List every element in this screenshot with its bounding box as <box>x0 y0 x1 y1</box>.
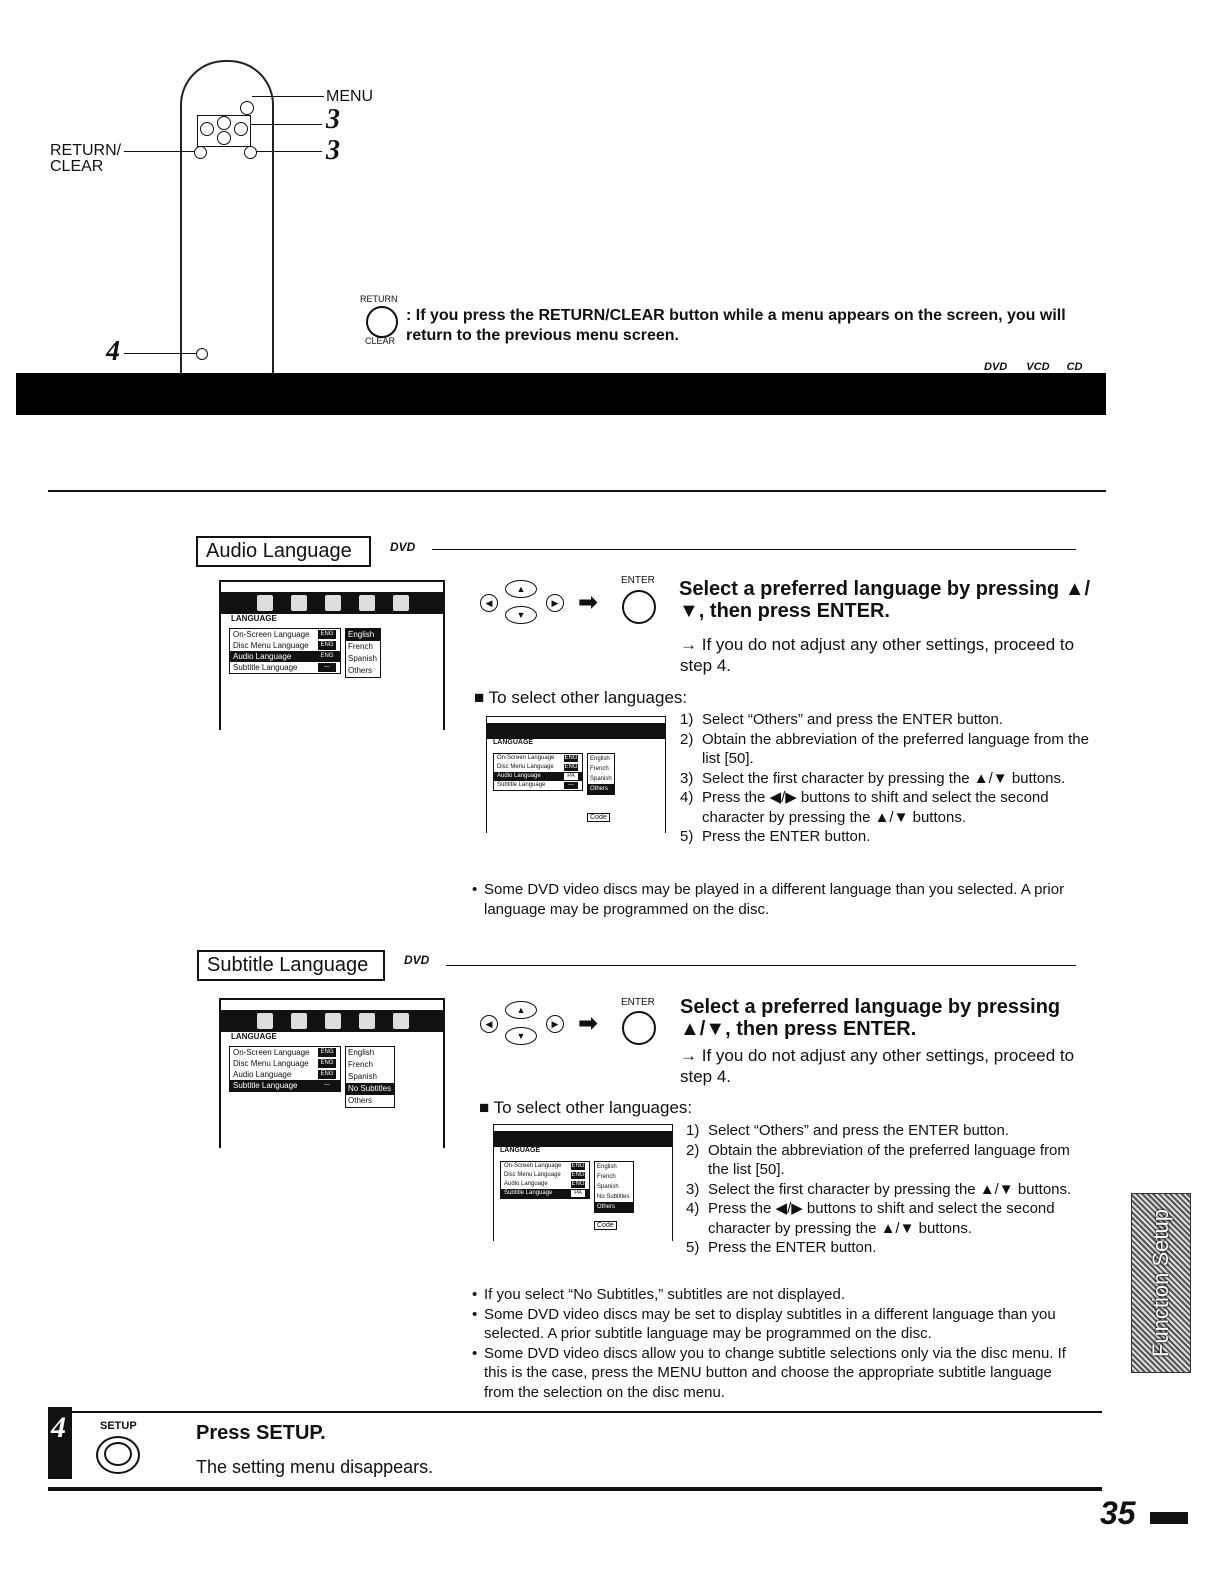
osd-picture-tab-icon <box>291 1013 307 1029</box>
osd-audio-tab-icon <box>325 595 341 611</box>
osd-option: Others <box>588 784 614 794</box>
list-item: 4) Press the ◀/▶ buttons to shift and select the second character by pressing the ▲/▼ buttons. <box>680 789 1049 826</box>
osd-row: Disc Menu Language ENG <box>504 1172 585 1178</box>
note-icon-bottom-label: CLEAR <box>365 336 396 346</box>
setup-icon-label: SETUP <box>100 1420 137 1432</box>
audio-osd-small <box>486 716 666 833</box>
audio-language-title: Audio Language <box>196 536 371 567</box>
remote-menu-button <box>240 101 254 115</box>
dvd-logo: DVD <box>984 361 1008 373</box>
note-icon-top-label: RETURN <box>360 294 398 304</box>
subtitle-steps-list <box>686 1121 1086 1258</box>
osd-row-selected: Audio Language PA <box>494 772 582 781</box>
osd-row: On-Screen Language ENG <box>230 629 340 640</box>
up-arrow-icon: ▲ <box>505 1001 537 1019</box>
list-item: • Some DVD video discs may be set to display subtitles in a different language than you selected. A prior subtitle language may be programmed on the disc. <box>472 1305 1082 1344</box>
osd-language-tab-icon <box>257 595 273 611</box>
page-number-bar <box>1150 1512 1188 1524</box>
audio-dvd-logo: DVD <box>390 540 416 554</box>
menu-label: MENU <box>326 88 374 105</box>
left-arrow-icon: ◀ <box>480 1015 498 1033</box>
remote-control-illustration <box>180 60 274 382</box>
subtitle-title-rule <box>446 965 1076 966</box>
osd-row-selected: Subtitle Language --- <box>230 1080 340 1091</box>
osd-option: Spanish <box>590 776 612 782</box>
osd-audio-tab-icon <box>325 1013 341 1029</box>
osd-tab-bar <box>494 1131 672 1147</box>
page-number: 35 <box>1100 1495 1136 1531</box>
osd-option: English <box>597 1164 617 1170</box>
step4-bottom-rule <box>48 1487 1102 1491</box>
osd-option: Spanish <box>597 1184 619 1190</box>
section-divider <box>48 490 1106 492</box>
step4-label: 4 <box>106 336 120 367</box>
osd-row-selected: Subtitle Language PA <box>501 1189 589 1198</box>
audio-enter-label: ENTER <box>621 575 655 586</box>
enter-button-icon <box>622 590 656 624</box>
osd-menu-title: LANGUAGE <box>231 614 277 623</box>
subtitle-notes <box>472 1285 1082 1402</box>
osd-option: Others <box>595 1202 633 1212</box>
osd-others-tab-icon <box>393 1013 409 1029</box>
return-clear-note: : If you press the RETURN/CLEAR button while a menu appears on the screen, you will return to the previous menu screen. <box>406 307 1066 344</box>
osd-row: Subtitle Language --- <box>230 662 340 673</box>
audio-heading: Select a preferred language by pressing ▲/ ▼, then press ENTER. <box>679 578 1091 622</box>
osd-display-tab-icon <box>359 1013 375 1029</box>
osd-option: French <box>590 766 609 772</box>
osd-row: On-Screen Language ENG <box>504 1163 585 1169</box>
function-setup-side-tab <box>1131 1193 1191 1373</box>
down-arrow-icon: ▼ <box>505 606 537 624</box>
osd-option: Spanish <box>348 1072 377 1081</box>
osd-language-tab-icon <box>257 1013 273 1029</box>
audio-title-rule <box>432 549 1076 550</box>
list-item: • Some DVD video discs allow you to change subtitle selections only via the disc menu. If this is the case, press the MENU button and choose the appropriate subtitle language from the selection on the disc menu. <box>472 1344 1082 1403</box>
osd-menu-title: LANGUAGE <box>500 1147 541 1154</box>
remote-up-button <box>217 116 231 130</box>
right-arrow-icon: ▶ <box>546 1015 564 1033</box>
list-item: 4) Press the ◀/▶ buttons to shift and select the second character by pressing the ▲/▼ buttons. <box>686 1200 1055 1237</box>
osd-rows <box>493 753 583 791</box>
osd-row: Audio Language ENG <box>230 1069 340 1080</box>
osd-rows <box>229 628 341 674</box>
list-item: 5) Press the ENTER button. <box>686 1239 877 1256</box>
remote-left-button <box>200 122 214 136</box>
osd-options-list <box>345 1046 395 1108</box>
vcd-logo: VCD <box>1026 361 1050 373</box>
osd-option: French <box>597 1174 616 1180</box>
return-clear-icon <box>366 306 398 338</box>
setup-button-inner-icon <box>104 1442 132 1466</box>
osd-option: Spanish <box>348 654 377 663</box>
arrow-right-icon: ➡ <box>578 1010 599 1037</box>
osd-tab-bar <box>221 592 443 614</box>
audio-notes <box>472 880 1072 919</box>
left-arrow-icon: ◀ <box>480 594 498 612</box>
osd-menu-title: LANGUAGE <box>493 739 534 746</box>
list-item: • If you select “No Subtitles,” subtitles are not displayed. <box>472 1285 1082 1305</box>
osd-code-label: Code <box>594 1221 617 1230</box>
subtitle-other-languages-label: ■ To select other languages: <box>479 1098 693 1117</box>
osd-option: English <box>348 1048 375 1057</box>
osd-row: Disc Menu Language ENG <box>497 764 578 770</box>
osd-row: On-Screen Language ENG <box>497 755 578 761</box>
subtitle-dvd-logo: DVD <box>404 953 430 967</box>
subtitle-proceed-note: → If you do not adjust any other settings, proceed to step 4. <box>680 1046 1075 1086</box>
osd-option: French <box>348 1060 373 1069</box>
up-arrow-icon: ▲ <box>505 580 537 598</box>
subtitle-osd-small <box>493 1124 673 1241</box>
step3b-label: 3 <box>326 135 340 166</box>
remote-right-button <box>234 122 248 136</box>
cd-logo: CD <box>1066 361 1083 373</box>
subtitle-osd-screen <box>219 998 445 1148</box>
osd-rows <box>500 1161 590 1199</box>
osd-code-label: Code <box>587 813 610 822</box>
osd-row: Disc Menu Language ENG <box>230 1058 340 1069</box>
list-item: 1) Select “Others” and press the ENTER button. <box>686 1122 1009 1139</box>
step3a-leader-line <box>250 124 322 125</box>
step4-number: 4 <box>51 1411 66 1444</box>
step3b-leader-line <box>256 151 322 152</box>
list-item: 3) Select the first character by pressing the ▲/▼ buttons. <box>680 769 1066 787</box>
remote-return-button <box>194 146 207 159</box>
list-item: 2) Obtain the abbreviation of the preferred language from the list [50]. <box>680 730 1089 767</box>
osd-options-list <box>594 1161 634 1213</box>
osd-row-selected: Audio Language ENG <box>230 651 340 662</box>
list-item: 1) Select “Others” and press the ENTER button. <box>680 711 1003 728</box>
return-clear-label: RETURN/ CLEAR <box>50 142 122 175</box>
down-arrow-icon: ▼ <box>505 1027 537 1045</box>
osd-option: Others <box>348 1096 373 1105</box>
osd-options-list <box>345 628 381 678</box>
list-item: 5) Press the ENTER button. <box>680 828 871 845</box>
menu-leader-line <box>252 96 324 97</box>
remote-down-button <box>217 131 231 145</box>
subtitle-enter-label: ENTER <box>621 997 655 1008</box>
audio-osd-screen <box>219 580 445 730</box>
osd-option: English <box>590 756 610 762</box>
osd-row: Audio Language ENG <box>504 1181 585 1187</box>
osd-option: No Subtitles <box>597 1194 630 1200</box>
osd-row: On-Screen Language ENG <box>230 1047 340 1058</box>
audio-other-languages-label: ■ To select other languages: <box>474 688 688 707</box>
osd-option: Others <box>348 666 373 675</box>
osd-rows <box>229 1046 341 1092</box>
osd-row: Disc Menu Language ENG <box>230 640 340 651</box>
step4-heading: Press SETUP. <box>196 1422 326 1444</box>
remote-enter-button <box>244 146 257 159</box>
list-item: • Some DVD video discs may be played in a different language than you selected. A prior language may be programmed on the disc. <box>472 880 1072 919</box>
arrow-right-icon: ➡ <box>578 589 599 616</box>
osd-others-tab-icon <box>393 595 409 611</box>
osd-display-tab-icon <box>359 595 375 611</box>
subtitle-heading: Select a preferred language by pressing ▲/▼, then press ENTER. <box>680 996 1061 1040</box>
osd-row: Subtitle Language --- <box>494 781 582 790</box>
osd-option: English <box>346 629 380 641</box>
step4-text: The setting menu disappears. <box>196 1457 434 1477</box>
audio-steps-list <box>680 710 1100 847</box>
section-header-bar <box>16 373 1106 415</box>
return-leader-line <box>124 151 194 152</box>
osd-picture-tab-icon <box>291 595 307 611</box>
step4-leader-line <box>124 353 196 354</box>
remote-setup-button <box>196 348 208 360</box>
enter-button-icon <box>622 1011 656 1045</box>
subtitle-language-title: Subtitle Language <box>197 950 385 981</box>
osd-menu-title: LANGUAGE <box>231 1032 277 1041</box>
side-tab-label: Function Setup <box>1148 1209 1173 1357</box>
step3a-label: 3 <box>326 104 340 135</box>
list-item: 2) Obtain the abbreviation of the preferred language from the list [50]. <box>686 1141 1070 1178</box>
audio-proceed-note: → If you do not adjust any other settings, proceed to step 4. <box>680 635 1075 675</box>
osd-option: No Subtitles <box>346 1083 394 1095</box>
list-item: 3) Select the first character by pressing the ▲/▼ buttons. <box>686 1180 1072 1198</box>
osd-tab-bar <box>221 1010 443 1032</box>
step4-top-rule <box>48 1411 1102 1413</box>
right-arrow-icon: ▶ <box>546 594 564 612</box>
osd-options-list <box>587 753 615 795</box>
osd-tab-bar <box>487 723 665 739</box>
osd-option: French <box>348 642 373 651</box>
